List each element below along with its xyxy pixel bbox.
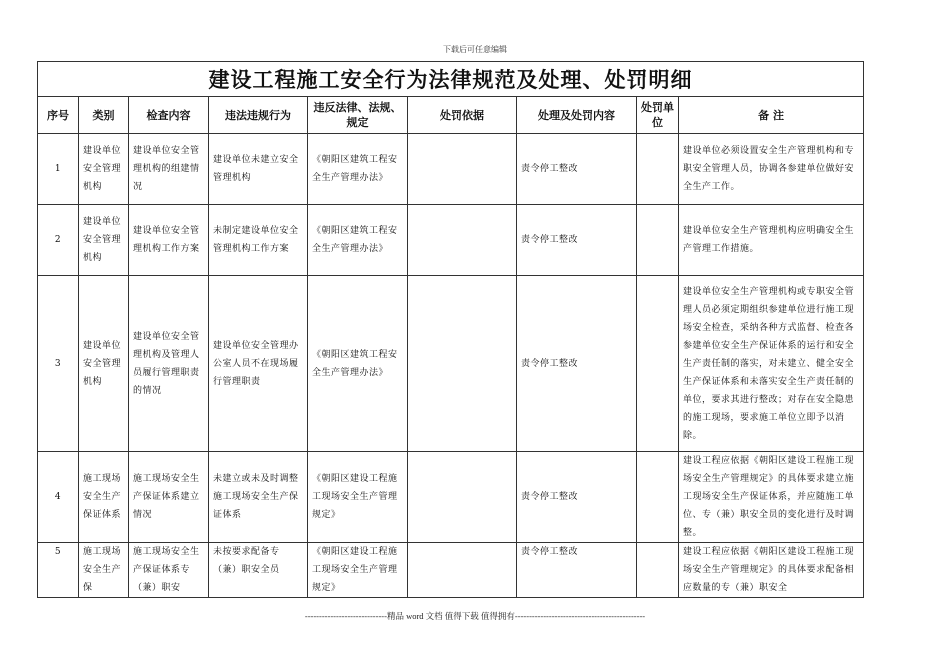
cell-law: 《朝阳区建设工程施工现场安全生产管理规定》 <box>308 543 408 598</box>
cell-basis <box>408 543 517 598</box>
cell-basis <box>408 205 517 276</box>
cell-remark: 建设单位安全生产管理机构应明确安全生产管理工作措施。 <box>679 205 864 276</box>
cell-check: 施工现场安全生产保证体系建立情况 <box>129 452 209 543</box>
cell-penalty: 责令停工整改 <box>517 205 637 276</box>
col-header-seq: 序号 <box>38 97 79 134</box>
col-header-law: 违反法律、法规、规定 <box>308 97 408 134</box>
cell-remark: 建设工程应依据《朝阳区建设工程施工现场安全生产管理规定》的具体要求配备相应数量的专（兼）职安全 <box>679 543 864 598</box>
cell-seq: 1 <box>38 134 79 205</box>
cell-seq: 3 <box>38 276 79 452</box>
cell-check: 建设单位安全管理机构工作方案 <box>129 205 209 276</box>
col-header-unit: 处罚单位 <box>637 97 679 134</box>
cell-seq: 2 <box>38 205 79 276</box>
cell-category: 建设单位安全管理机构 <box>79 276 129 452</box>
cell-violation: 未按要求配备专（兼）职安全员 <box>209 543 308 598</box>
cell-violation: 建设单位未建立安全管理机构 <box>209 134 308 205</box>
cell-basis <box>408 134 517 205</box>
col-header-basis: 处罚依据 <box>408 97 517 134</box>
table-row <box>38 543 864 598</box>
cell-unit <box>637 543 679 598</box>
col-header-check: 检查内容 <box>129 97 209 134</box>
cell-law: 《朝阳区建筑工程安全生产管理办法》 <box>308 134 408 205</box>
footer-note: -----------------------------精品 word 文档 值得下载 值得拥有---------------------------------------------- <box>304 611 646 621</box>
cell-law: 《朝阳区建筑工程安全生产管理办法》 <box>308 276 408 452</box>
cell-check: 施工现场安全生产保证体系专（兼）职安 <box>129 543 209 598</box>
cell-unit <box>637 134 679 205</box>
cell-violation: 未建立或未及时调整施工现场安全生产保证体系 <box>209 452 308 543</box>
table-row <box>38 452 864 543</box>
table-row <box>38 205 864 276</box>
cell-violation: 建设单位安全管理办公室人员不在现场履行管理职责 <box>209 276 308 452</box>
header-row <box>38 97 864 134</box>
cell-remark: 建设单位安全生产管理机构或专职安全管理人员必须定期组织参建单位进行施工现场安全检查，采纳各种方式监督、检查各参建单位安全生产保证体系的运行和安全生产责任制的落实，对未建立、健全安全生产保证体系和未落实安全生产责任制的单位，要求其进行整改；对存在安全隐患的施工现场，要求施工单位立即予以消除。 <box>679 276 864 452</box>
cell-penalty: 责令停工整改 <box>517 134 637 205</box>
cell-unit <box>637 205 679 276</box>
header-note: 下载后可任意编辑 <box>443 45 507 54</box>
col-header-remark: 备 注 <box>679 97 864 134</box>
cell-violation: 未制定建设单位安全管理机构工作方案 <box>209 205 308 276</box>
cell-unit <box>637 452 679 543</box>
cell-basis <box>408 452 517 543</box>
cell-basis <box>408 276 517 452</box>
cell-check: 建设单位安全管理机构及管理人员履行管理职责的情况 <box>129 276 209 452</box>
cell-category: 建设单位安全管理机构 <box>79 205 129 276</box>
cell-remark: 建设工程应依据《朝阳区建设工程施工现场安全生产管理规定》的具体要求建立施工现场安全生产保证体系，并应随施工单位、专（兼）职安全员的变化进行及时调整。 <box>679 452 864 543</box>
cell-law: 《朝阳区建设工程施工现场安全生产管理规定》 <box>308 452 408 543</box>
cell-category: 施工现场安全生产保证体系 <box>79 452 129 543</box>
cell-penalty: 责令停工整改 <box>517 276 637 452</box>
cell-law: 《朝阳区建筑工程安全生产管理办法》 <box>308 205 408 276</box>
cell-check: 建设单位安全管理机构的组建情况 <box>129 134 209 205</box>
cell-seq: 4 <box>38 452 79 543</box>
cell-seq: 5 <box>38 543 79 598</box>
table-row <box>38 276 864 452</box>
cell-remark: 建设单位必须设置安全生产管理机构和专职安全管理人员，协调各参建单位做好安全生产工作。 <box>679 134 864 205</box>
table-row <box>38 134 864 205</box>
cell-penalty: 责令停工整改 <box>517 452 637 543</box>
col-header-violation: 违法违规行为 <box>209 97 308 134</box>
cell-unit <box>637 276 679 452</box>
cell-penalty: 责令停工整改 <box>517 543 637 598</box>
document-title: 建设工程施工安全行为法律规范及处理、处罚明细 <box>38 62 864 97</box>
cell-category: 施工现场安全生产保 <box>79 543 129 598</box>
cell-category: 建设单位安全管理机构 <box>79 134 129 205</box>
col-header-category: 类别 <box>79 97 129 134</box>
penalty-table <box>37 61 864 598</box>
col-header-penalty: 处理及处罚内容 <box>517 97 637 134</box>
